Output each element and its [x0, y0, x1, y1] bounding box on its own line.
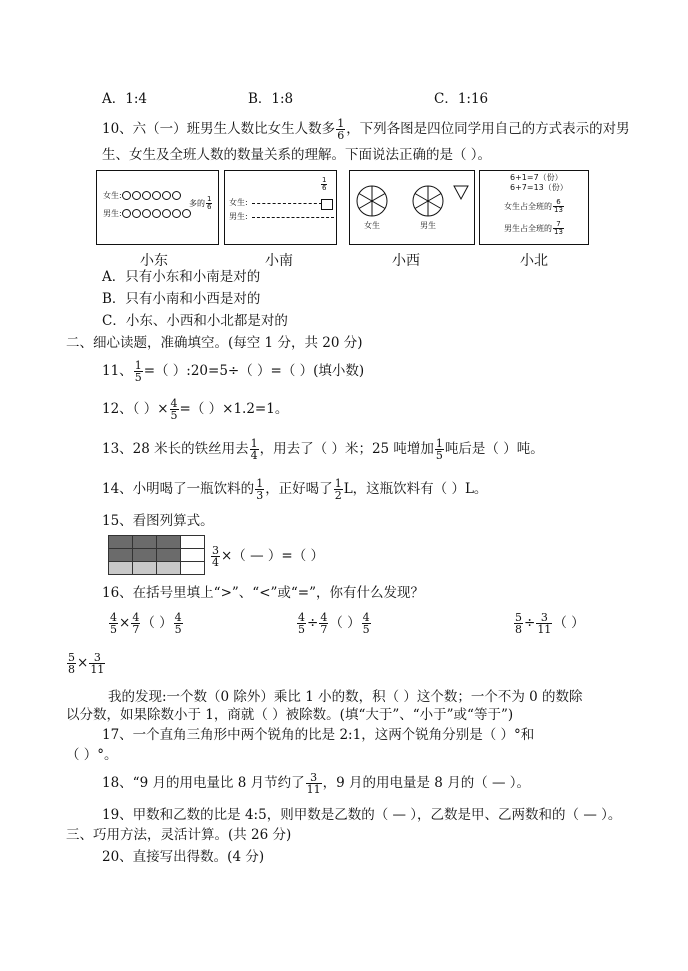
caption-xiaoxi: 小西: [392, 253, 420, 269]
q16-finding-2: 以分数，如果除数小于 1，商就（ ）被除数。(填“大于”、“小于”或“等于”): [66, 707, 514, 723]
section-3-title: 三、巧用方法，灵活计算。(共 26 分): [66, 827, 292, 843]
pie-diagrams: [350, 171, 474, 244]
q15-grid: [108, 535, 204, 575]
q10-option-b: B．只有小南和小西是对的: [102, 291, 261, 307]
q17-line2: （ ）°。: [66, 747, 118, 763]
q16-finding-1: 我的发现:一个数（0 除外）乘比 1 小的数，积（ ）这个数；一个不为 0 的数除: [108, 689, 583, 705]
diagram-xiaoxi: 女生 男生: [349, 170, 475, 245]
fraction: $\frac{1}{6}$: [337, 117, 345, 142]
q16-expr-2: $\frac{4}{5}$ ÷ $\frac{4}{7}$ （ ） $\frac{4}{5}$: [298, 611, 370, 636]
diagram-xiaodong: 女生: 男生: 多的 $\frac{1}{6}$: [96, 170, 219, 245]
q9-option-a: A．1:4: [102, 91, 147, 107]
q12: 12、（ ）× $\frac{4}{5}$ =（ ）×1.2=1。: [102, 397, 289, 422]
q10-option-c: C．小东、小西和小北都是对的: [102, 313, 288, 329]
diagram-xiaobei: 6+1=7（份） 6+7=13（份） 女生占全班的 $\frac{6}{13}$ 男生占全班的 $\frac{7}{13}$: [479, 170, 589, 245]
q10-option-a: A．只有小东和小南是对的: [102, 269, 261, 285]
q9-option-c: C．1:16: [434, 91, 489, 107]
q10-line2: 生、女生及全班人数的数量关系的理解。下面说法正确的是（ ）。: [102, 147, 492, 163]
q16-expr-4: $\frac{5}{8}$ × $\frac{3}{11}$: [68, 651, 105, 676]
q16-expr-1: $\frac{4}{5}$ × $\frac{4}{7}$ （ ） $\frac{4}{5}$: [110, 611, 182, 636]
q18: 18、“9 月的用电量比 8 月节约了 $\frac{3}{11}$ ，9 月的用电量是 8 月的（ — ）。: [102, 771, 531, 796]
q9-option-b: B．1:8: [248, 91, 294, 107]
q13: 13、28 米长的铁丝用去 $\frac{1}{4}$ ，用去了（ ）米；25 吨增加 $\frac{1}{5}$ 吨后是（ ）吨。: [102, 437, 544, 462]
caption-xiaonan: 小南: [265, 253, 293, 269]
q17-line1: 17、一个直角三角形中两个锐角的比是 2:1，这两个锐角分别是（ ）°和: [102, 727, 535, 743]
q19: 19、甲数和乙数的比是 4:5，则甲数是乙数的（ — ），乙数是甲、乙两数和的（ — ）。: [102, 807, 622, 823]
diagram-xiaonan: 女生: 男生: $\frac{1}{6}$: [224, 170, 337, 245]
q20: 20、直接写出得数。(4 分): [102, 849, 265, 865]
q16-title: 16、在括号里填上“>”、“<”或“=”，你有什么发现？: [102, 585, 425, 601]
caption-xiaodong: 小东: [140, 253, 168, 269]
q10-line1: 10、六（一）班男生人数比女生人数多 $\frac{1}{6}$ ，下列各图是四位同学用自己的方式表示的对男: [102, 117, 630, 142]
q15-label: 15、看图列算式。: [102, 513, 214, 529]
q11: 11、 $\frac{1}{5}$ =（ ）:20=5÷（ ）=（ ）(填小数): [102, 359, 365, 384]
section-2-title: 二、细心读题，准确填空。(每空 1 分，共 20 分): [66, 335, 363, 351]
q16-expr-3: $\frac{5}{8}$ ÷ $\frac{3}{11}$ （ ）: [515, 611, 585, 636]
q14: 14、小明喝了一瓶饮料的 $\frac{1}{3}$ ，正好喝了 $\frac{1}{2}$ L，这瓶饮料有（ ）L。: [102, 477, 488, 502]
caption-xiaobei: 小北: [520, 253, 548, 269]
q15-expression: $\frac{3}{4}$ ×（ — ）=（ ）: [212, 544, 324, 569]
